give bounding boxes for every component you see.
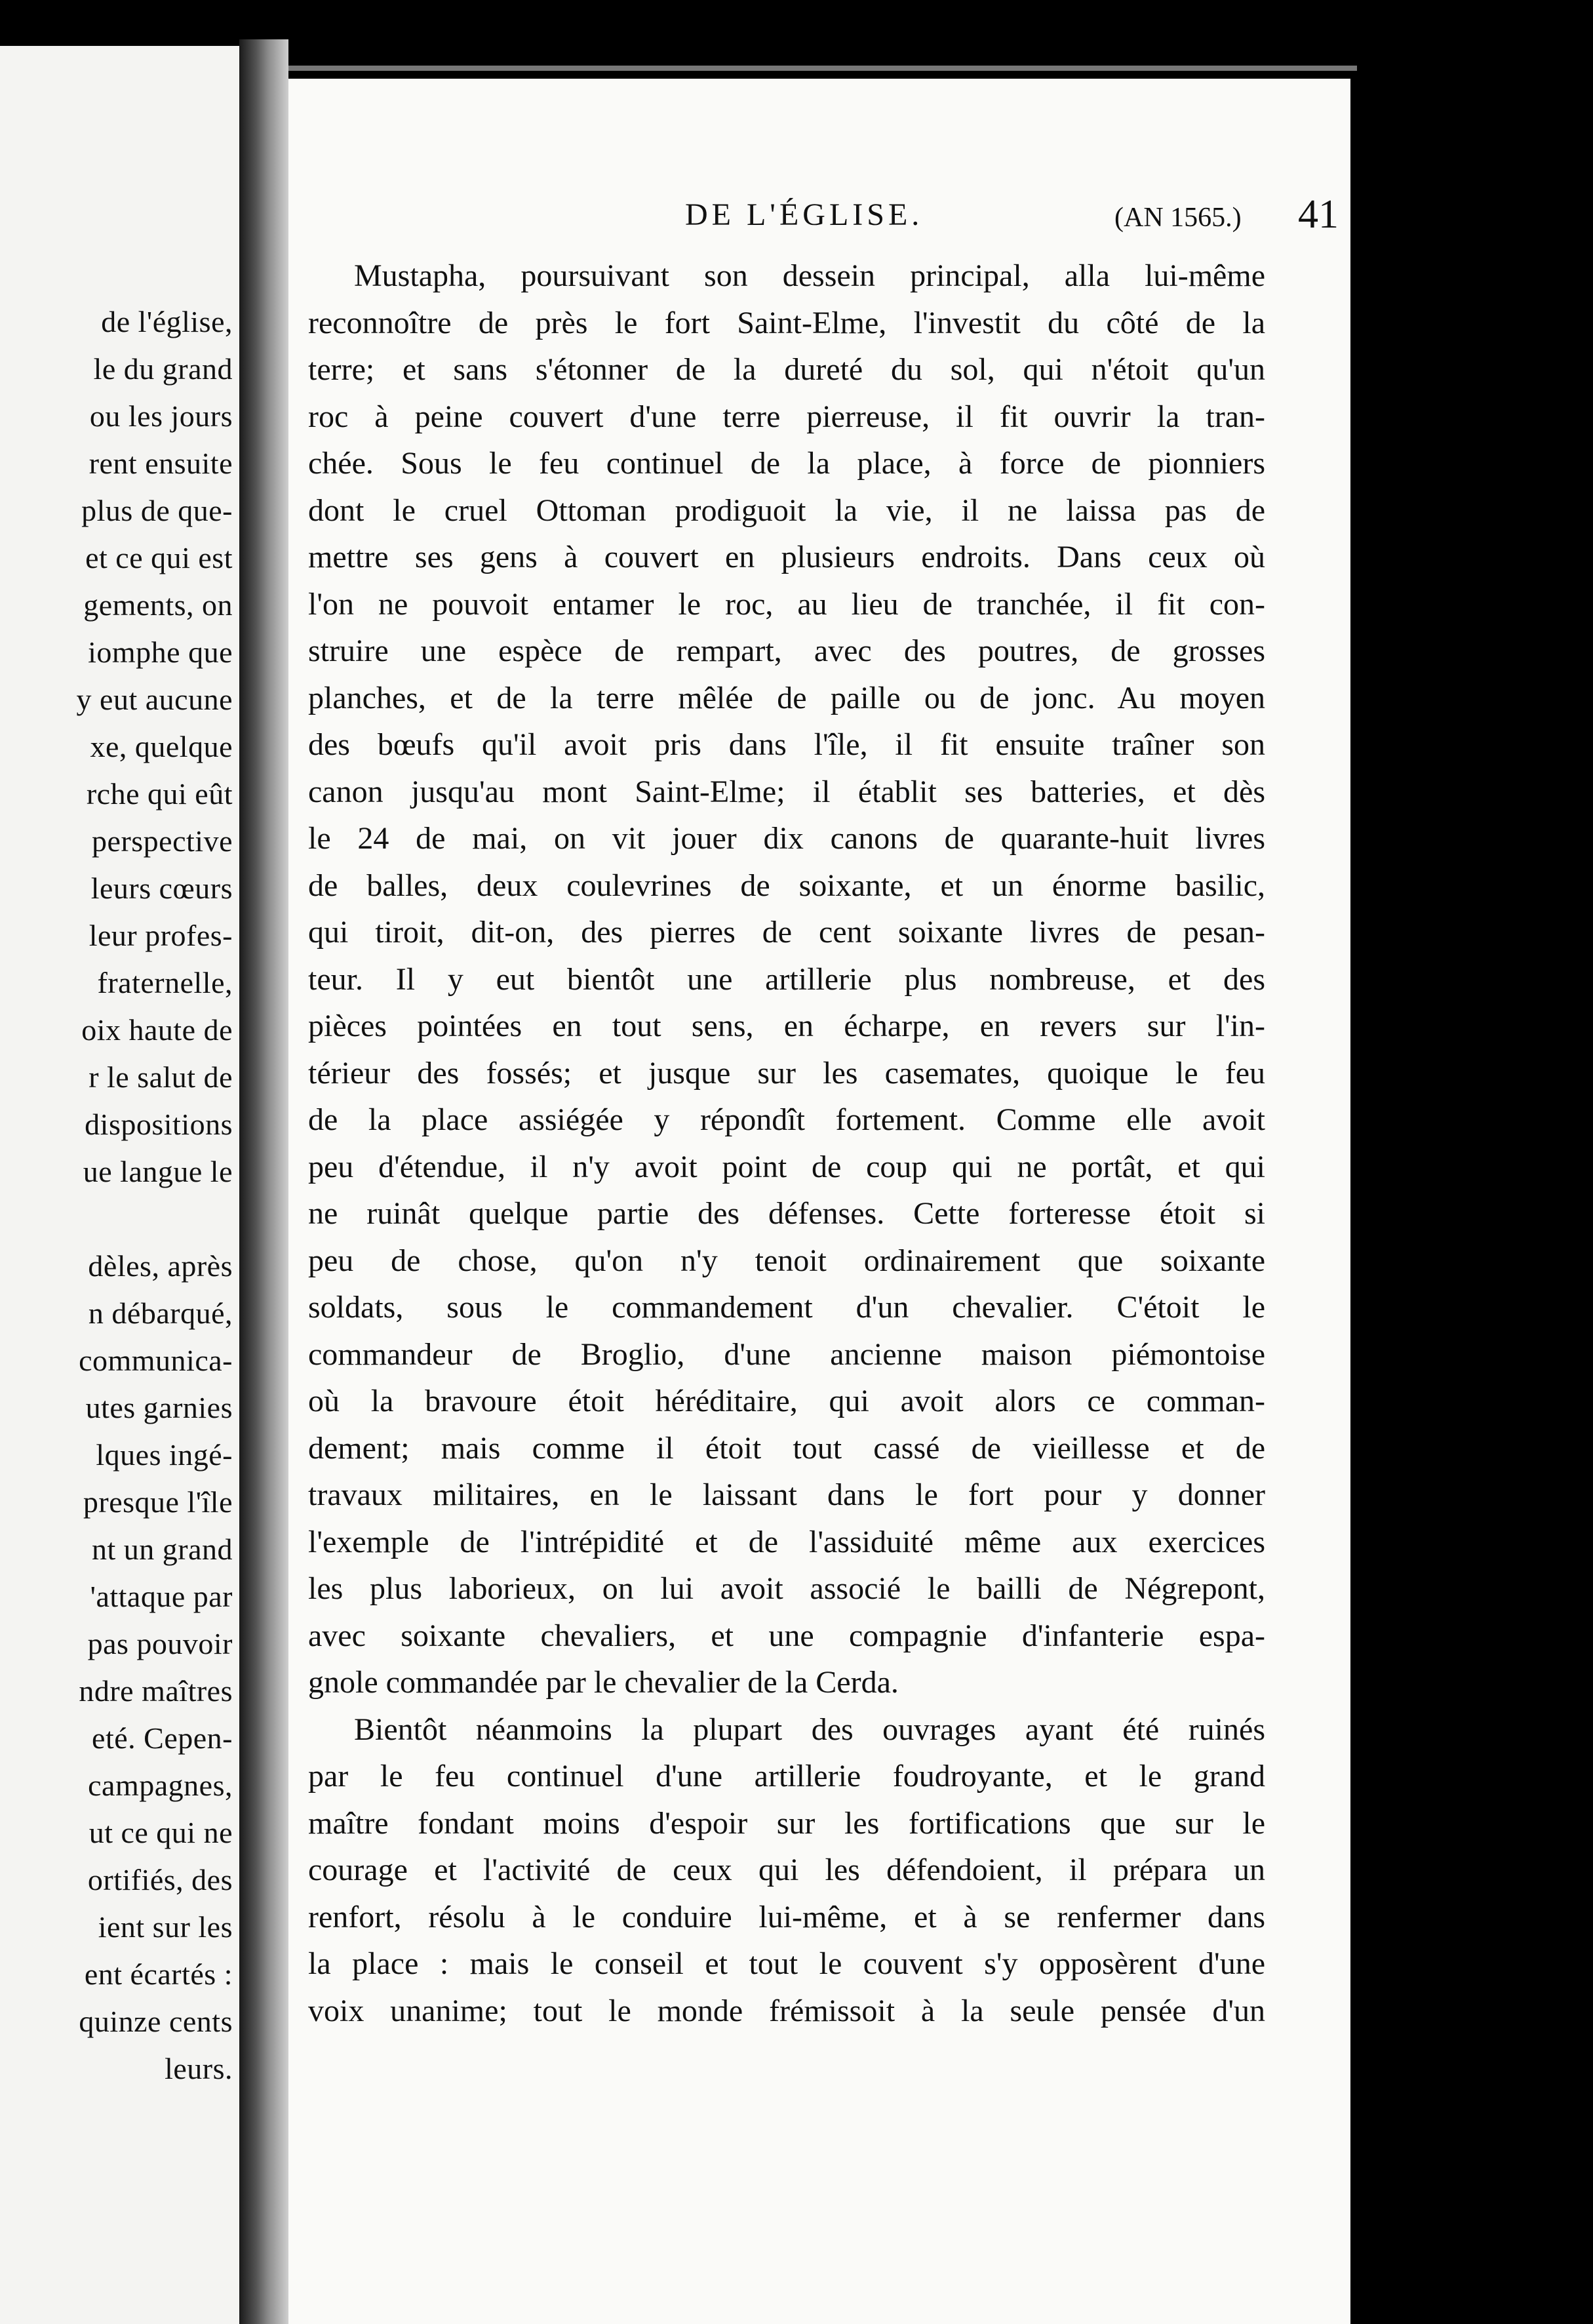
text-line: des bœufs qu'il avoit pris dans l'île, il fit ensuite traîner son — [308, 727, 1265, 762]
text-line: l'on ne pouvoit entamer le roc, au lieu de tranchée, il fit con- — [308, 586, 1265, 622]
text-line: par le feu continuel d'une artillerie foudroyante, et le grand — [308, 1759, 1265, 1793]
text-line: la place : mais le conseil et tout le couvent s'y opposèrent d'une — [308, 1946, 1265, 1981]
main-text — [308, 252, 1265, 2034]
left-page-line: oix haute de — [81, 1013, 233, 1047]
left-page-line: et ce qui est — [85, 541, 233, 574]
left-page-line: perspective — [92, 824, 233, 858]
left-page-line: ue langue le — [83, 1155, 233, 1188]
left-page-line: pas pouvoir — [87, 1627, 233, 1660]
text-line: commandeur de Broglio, d'une ancienne maison piémontoise — [308, 1336, 1265, 1372]
left-page-line: de l'église, — [101, 305, 233, 338]
left-page-line: 'attaque par — [90, 1580, 233, 1613]
left-page-line: leurs. — [165, 2052, 233, 2085]
left-page-line: leurs cœurs — [90, 872, 233, 905]
text-line: de la place assiégée y répondît fortement. Comme elle avoit — [308, 1102, 1265, 1137]
text-line: qui tiroit, dit-on, des pierres de cent soixante livres de pesan- — [308, 915, 1265, 950]
text-line: renfort, résolu à le conduire lui-même, et à se renfermer dans — [308, 1899, 1265, 1934]
left-page-line: nt un grand — [91, 1533, 233, 1566]
left-page-line: communica- — [79, 1344, 233, 1377]
text-line: gnole commandée par le chevalier de la Cerda. — [308, 1665, 899, 1700]
text-line: reconnoître de près le fort Saint-Elme, l'investit du côté de la — [308, 305, 1265, 340]
left-page-line: quinze cents — [79, 2005, 233, 2038]
running-title: DE L'ÉGLISE. — [685, 197, 924, 232]
text-line: roc à peine couvert d'une terre pierreuse, il fit ouvrir la tran- — [308, 399, 1265, 434]
text-line: l'exemple de l'intrépidité et de l'assiduité même aux exercices — [308, 1524, 1265, 1559]
text-line: maître fondant moins d'espoir sur les fortifications que sur le — [308, 1805, 1265, 1841]
book-gutter — [239, 39, 288, 2324]
page-number: 41 — [1298, 192, 1339, 237]
left-page-line: ortifiés, des — [87, 1863, 233, 1896]
text-line: teur. Il y eut bientôt une artillerie plus nombreuse, et des — [308, 961, 1265, 997]
left-page-line: xe, quelque — [90, 730, 233, 763]
text-line: planches, et de la terre mêlée de paille ou de jonc. Au moyen — [308, 680, 1265, 715]
text-line: térieur des fossés; et jusque sur les casemates, quoique le feu — [308, 1055, 1265, 1091]
left-page-line: utes garnies — [85, 1391, 233, 1424]
text-line: peu de chose, qu'on n'y tenoit ordinairement que soixante — [308, 1243, 1265, 1278]
text-line: mettre ses gens à couvert en plusieurs endroits. Dans ceux où — [308, 540, 1265, 574]
left-page-line: leur profes- — [88, 919, 233, 952]
left-page-text — [0, 298, 233, 2093]
text-line: struire une espèce de rempart, avec des poutres, de grosses — [308, 633, 1265, 668]
left-page-line: presque l'île — [83, 1485, 233, 1519]
left-page-line: lques ingé- — [96, 1438, 233, 1472]
left-page-line: eté. Cepen- — [92, 1721, 233, 1755]
left-page-fragment — [0, 46, 239, 2324]
left-page-line: ient sur les — [98, 1910, 233, 1944]
text-line: dement; mais comme il étoit tout cassé de vieillesse et de — [308, 1430, 1265, 1466]
paragraph-gap — [0, 1195, 233, 1243]
left-page-line: n débarqué, — [88, 1296, 233, 1330]
text-line: ne ruinât quelque partie des défenses. Cette forteresse étoit si — [308, 1196, 1265, 1231]
left-page-line: rche qui eût — [86, 777, 233, 811]
text-line: peu d'étendue, il n'y avoit point de coup qui ne portât, et qui — [308, 1149, 1265, 1184]
text-line: avec soixante chevaliers, et une compagnie d'infanterie espa- — [308, 1618, 1265, 1653]
running-head — [393, 192, 1344, 243]
text-line: le 24 de mai, on vit jouer dix canons de quarante-huit livres — [308, 821, 1265, 856]
page-top-edge — [288, 66, 1357, 71]
text-line: soldats, sous le commandement d'un chevalier. C'étoit le — [308, 1290, 1265, 1325]
left-page-line: ut ce qui ne — [88, 1816, 233, 1849]
text-line: pièces pointées en tout sens, en écharpe, en revers sur l'in- — [308, 1009, 1265, 1043]
left-page-line: ent écartés : — [84, 1957, 233, 1991]
text-line: de balles, deux coulevrines de soixante, et un énorme basilic, — [308, 868, 1265, 903]
left-page-line: r le salut de — [88, 1060, 233, 1094]
left-page-line: dèles, après — [88, 1249, 233, 1283]
left-page-line: gements, on — [83, 588, 233, 622]
left-page-line: campagnes, — [88, 1769, 233, 1802]
left-page-line: y eut aucune — [76, 683, 233, 716]
left-page-line: iomphe que — [88, 635, 233, 669]
text-line: où la bravoure étoit héréditaire, qui avoit alors ce comman- — [308, 1384, 1265, 1418]
left-page-line: rent ensuite — [88, 447, 233, 480]
text-line: voix unanime; tout le monde frémissoit à la seule pensée d'un — [308, 1993, 1265, 2028]
running-year: (AN 1565.) — [1114, 203, 1242, 233]
text-line: les plus laborieux, on lui avoit associé le bailli de Négrepont, — [308, 1571, 1265, 1606]
text-line: chée. Sous le feu continuel de la place, à force de pionniers — [308, 446, 1265, 481]
text-line: terre; et sans s'étonner de la dureté du sol, qui n'étoit qu'un — [308, 352, 1265, 387]
text-line: canon jusqu'au mont Saint-Elme; il établit ses batteries, et dès — [308, 774, 1265, 809]
left-page-line: dispositions — [85, 1108, 233, 1141]
left-page-line: le du grand — [93, 352, 233, 386]
text-line: Mustapha, poursuivant son dessein principal, alla lui-même — [354, 258, 1265, 293]
left-page-line: fraternelle, — [97, 966, 233, 999]
text-line: courage et l'activité de ceux qui les défendoient, il prépara un — [308, 1853, 1265, 1887]
text-line: travaux militaires, en le laissant dans le fort pour y donner — [308, 1477, 1265, 1512]
left-page-line: ndre maîtres — [79, 1674, 233, 1708]
left-page-line: plus de que- — [81, 494, 233, 527]
text-line: Bientôt néanmoins la plupart des ouvrages ayant été ruinés — [354, 1712, 1265, 1747]
text-line: dont le cruel Ottoman prodiguoit la vie, il ne laissa pas de — [308, 492, 1265, 528]
left-page-line: ou les jours — [89, 399, 233, 433]
